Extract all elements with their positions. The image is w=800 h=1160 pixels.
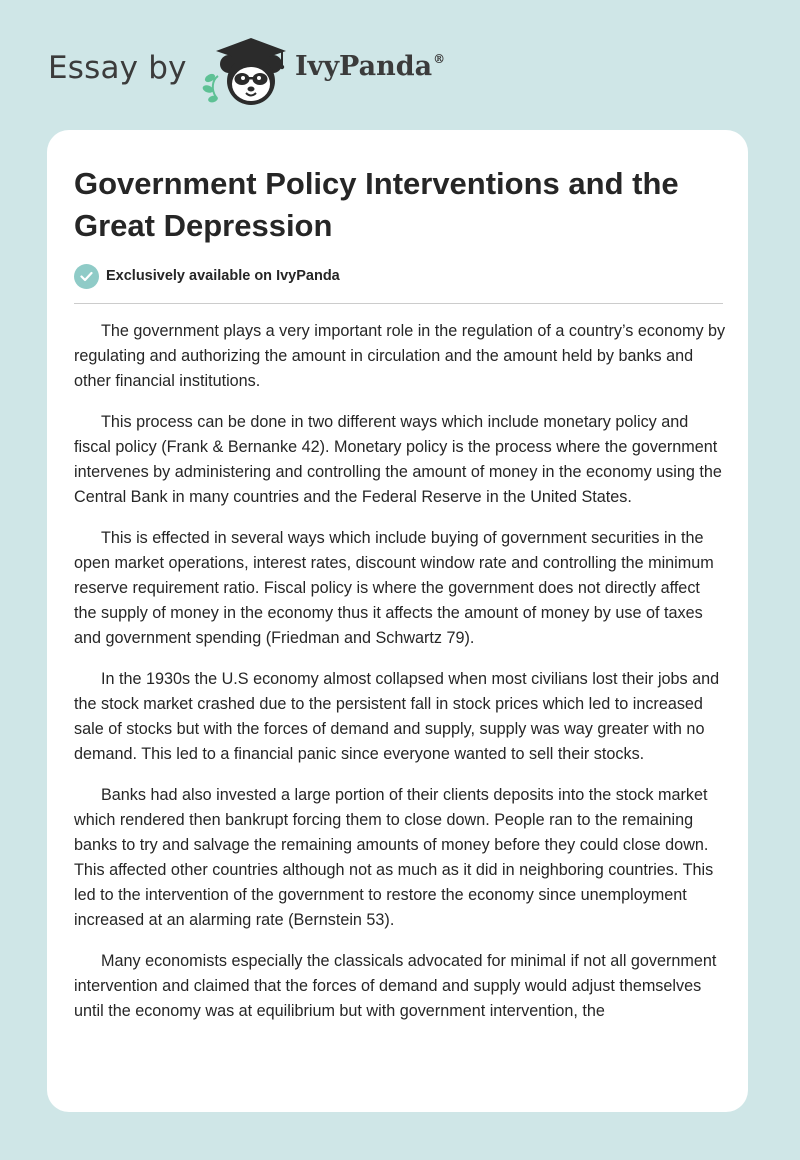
- paragraph: In the 1930s the U.S economy almost collapsed when most civilians lost their jobs and the stock market crashed due to the persistent fall in stock prices which led to increased sale of stocks but with the forces of demand and supply, supply was way greater with no demand. This led to a financial panic since everyone wanted to sell their stocks.: [74, 670, 720, 763]
- divider: [74, 303, 723, 304]
- panda-logo-icon: [202, 34, 292, 108]
- page-title: Government Policy Interventions and the Great Depression: [74, 166, 679, 243]
- paragraph: This process can be done in two different ways which include monetary policy and fiscal policy (Frank & Bernanke 42). Monetary policy is the process where the government intervenes by administering and controlling the amount of money in the economy using the Central Bank in many countries and the Federal Reserve in the United States.: [74, 413, 722, 506]
- essay-card: [47, 130, 748, 1112]
- badge-label: Exclusively available on IvyPanda: [106, 268, 340, 284]
- check-circle-icon: [74, 264, 99, 289]
- brand-prefix: Essay by: [48, 50, 187, 86]
- paragraph: Banks had also invested a large portion of their clients deposits into the stock market which rendered then bankrupt forcing them to close down. People ran to the remaining banks to try and salvage the remaining amounts of money before they could close down. This affected other countries although not as much as it did in neighboring countries. This led to the intervention of the government to restore the economy since unemployment increased at an alarming rate (Bernstein 53).: [74, 786, 714, 929]
- exclusive-badge: [74, 263, 340, 289]
- essay-body: [74, 319, 726, 1040]
- brand-name: IvyPanda®: [295, 51, 446, 82]
- paragraph: This is effected in several ways which include buying of government securities in the open market operations, interest rates, discount window rate and controlling the minimum reserve requirement ratio. Fiscal policy is where the government does not directly affect the supply of money in the economy thus it affects the amount of money by use of taxes and government spending (Friedman and Schwartz 79).: [74, 529, 714, 647]
- paragraph: Many economists especially the classicals advocated for minimal if not all government intervention and claimed that the forces of demand and supply would adjust themselves until the economy was at equilibrium but with government intervention, the: [74, 952, 717, 1020]
- brand-header: [48, 30, 508, 110]
- paragraph: The government plays a very important role in the regulation of a country’s economy by regulating and authorizing the amount in circulation and the amount held by banks and other financial institutions.: [74, 322, 726, 390]
